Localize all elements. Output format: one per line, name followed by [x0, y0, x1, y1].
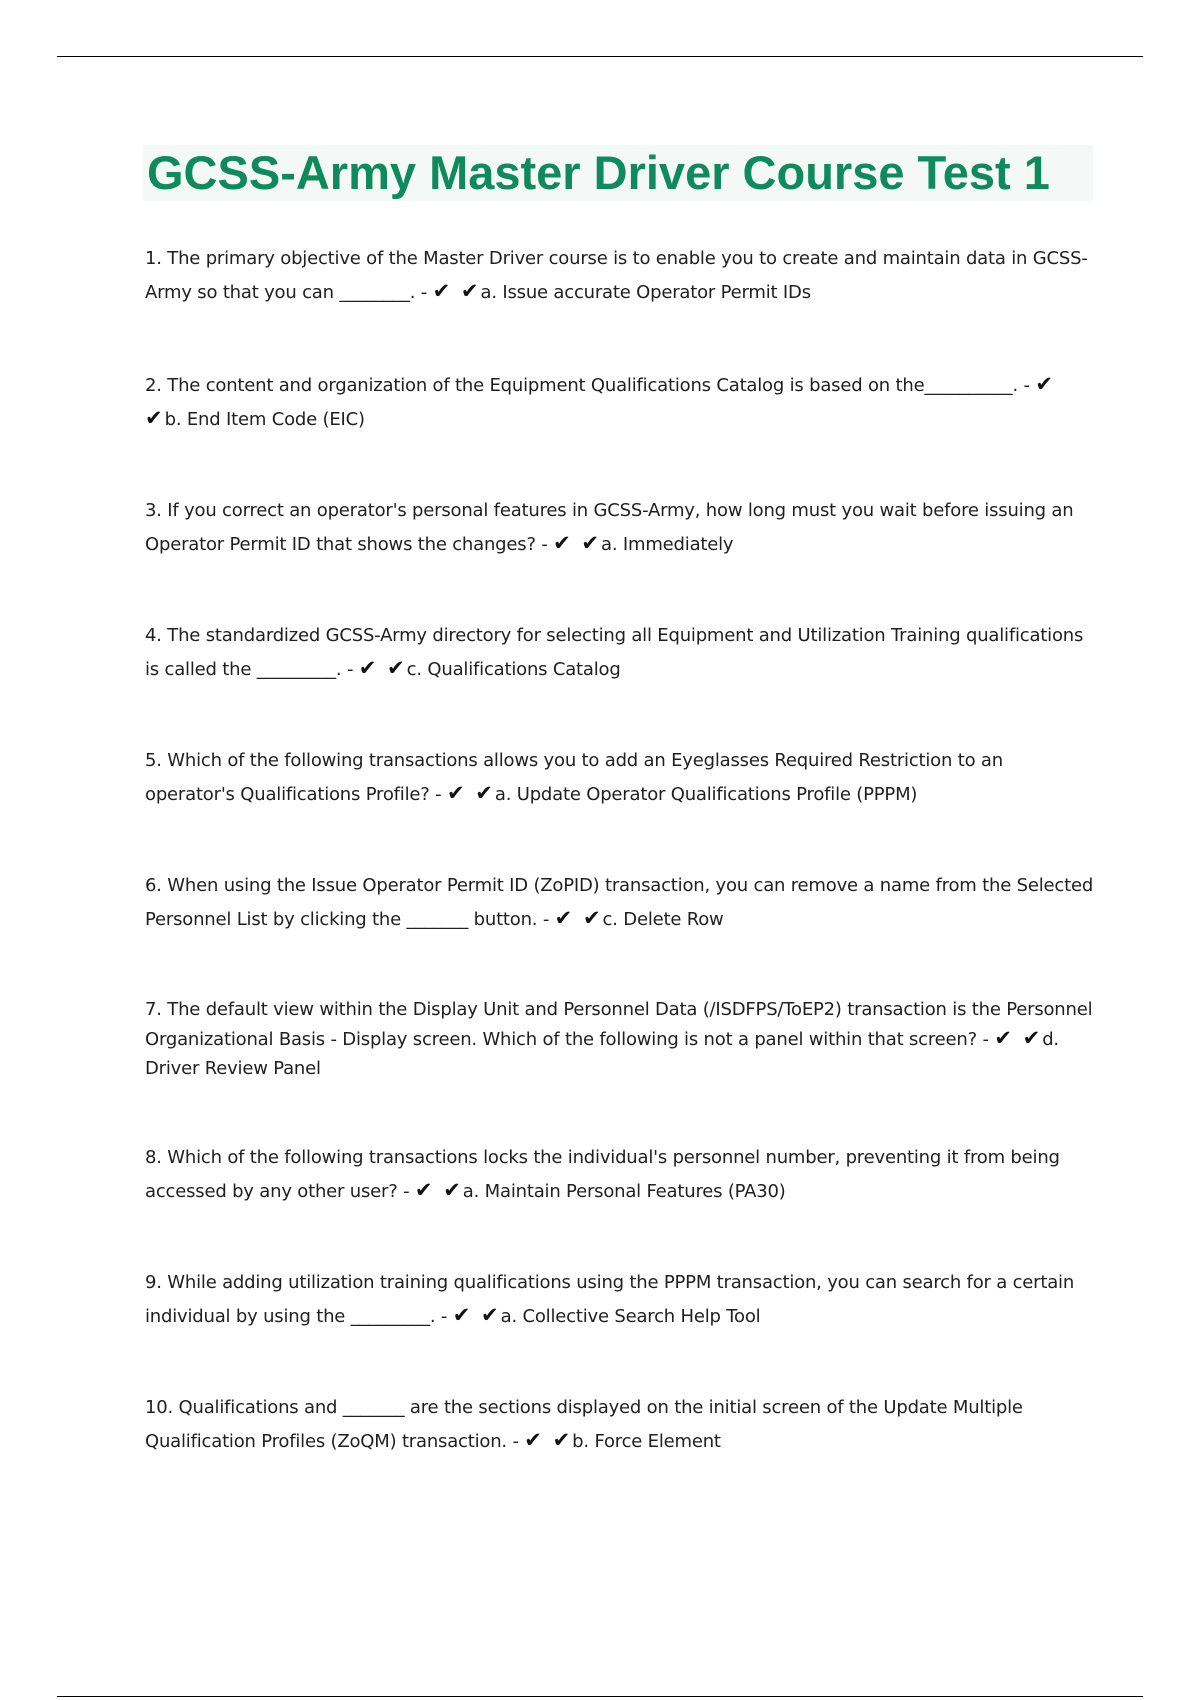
question-8: [145, 1142, 1095, 1208]
top-rule: [57, 56, 1143, 57]
question-10-answer: b. Force Element: [572, 1431, 721, 1452]
question-1-prompt: 1. The primary objective of the Master Driver course is to enable you to create and maintain data in GCSS-Army so that you can ________. -: [145, 248, 1088, 303]
question-6-answer: c. Delete Row: [602, 909, 724, 930]
question-9-answer: a. Collective Search Help Tool: [500, 1306, 761, 1327]
question-3-prompt: 3. If you correct an operator's personal features in GCSS-Army, how long must you wait before issuing an Operator Permit ID that shows the changes? -: [145, 500, 1074, 555]
question-list: [145, 243, 1095, 1517]
check-mark-icon: ✔ ✔: [452, 1303, 501, 1327]
question-6-prompt: 6. When using the Issue Operator Permit ID (ZoPID) transaction, you can remove a name from the Selected Personnel List by clicking the _______ button. -: [145, 875, 1094, 930]
check-mark-icon: ✔ ✔: [554, 906, 603, 930]
question-3-answer: a. Immediately: [601, 534, 734, 555]
check-mark-icon: ✔ ✔: [524, 1428, 573, 1452]
question-1: [145, 243, 1095, 309]
question-4-answer: c. Qualifications Catalog: [406, 659, 621, 680]
bottom-rule: [57, 1696, 1143, 1697]
check-mark-icon: ✔ ✔: [145, 372, 1055, 430]
check-mark-icon: ✔ ✔: [358, 656, 407, 680]
question-3: [145, 495, 1095, 561]
question-2-answer: b. End Item Code (EIC): [164, 409, 365, 430]
question-5-prompt: 5. Which of the following transactions allows you to add an Eyeglasses Required Restriction to an operator's Qualifications Profile? -: [145, 750, 1003, 805]
check-mark-icon: ✔ ✔: [414, 1178, 463, 1202]
question-4-prompt: 4. The standardized GCSS-Army directory for selecting all Equipment and Utilization Training qualifications is called the _________. -: [145, 625, 1084, 680]
question-5-answer: a. Update Operator Qualifications Profile (PPPM): [494, 784, 918, 805]
check-mark-icon: ✔ ✔: [994, 1026, 1043, 1050]
question-9: [145, 1267, 1095, 1333]
question-2-prompt: 2. The content and organization of the Equipment Qualifications Catalog is based on the__________. -: [145, 375, 1036, 396]
question-7: [145, 995, 1095, 1083]
question-10: [145, 1392, 1095, 1458]
question-2: [145, 368, 1095, 436]
question-8-prompt: 8. Which of the following transactions locks the individual's personnel number, preventing it from being accessed by any other user? -: [145, 1147, 1060, 1202]
question-7-prompt: 7. The default view within the Display Unit and Personnel Data (/ISDFPS/ToEP2) transaction is the Personnel Organizational Basis - Display screen. Which of the following is not a panel within that screen? -: [145, 999, 1093, 1050]
check-mark-icon: ✔ ✔: [432, 279, 481, 303]
document-title: GCSS-Army Master Driver Course Test 1: [147, 146, 1050, 199]
question-10-prompt: 10. Qualifications and _______ are the sections displayed on the initial screen of the Update Multiple Qualification Profiles (ZoQM) transaction. -: [145, 1397, 1023, 1452]
question-8-answer: a. Maintain Personal Features (PA30): [462, 1181, 786, 1202]
title-banner: [143, 145, 1093, 201]
question-5: [145, 745, 1095, 811]
question-7-answer: d. Driver Review Panel: [145, 1029, 1059, 1079]
check-mark-icon: ✔ ✔: [553, 531, 602, 555]
question-1-answer: a. Issue accurate Operator Permit IDs: [480, 282, 811, 303]
question-6: [145, 870, 1095, 936]
check-mark-icon: ✔ ✔: [446, 781, 495, 805]
question-9-prompt: 9. While adding utilization training qualifications using the PPPM transaction, you can search for a certain individual by using the _________. -: [145, 1272, 1075, 1327]
question-4: [145, 620, 1095, 686]
